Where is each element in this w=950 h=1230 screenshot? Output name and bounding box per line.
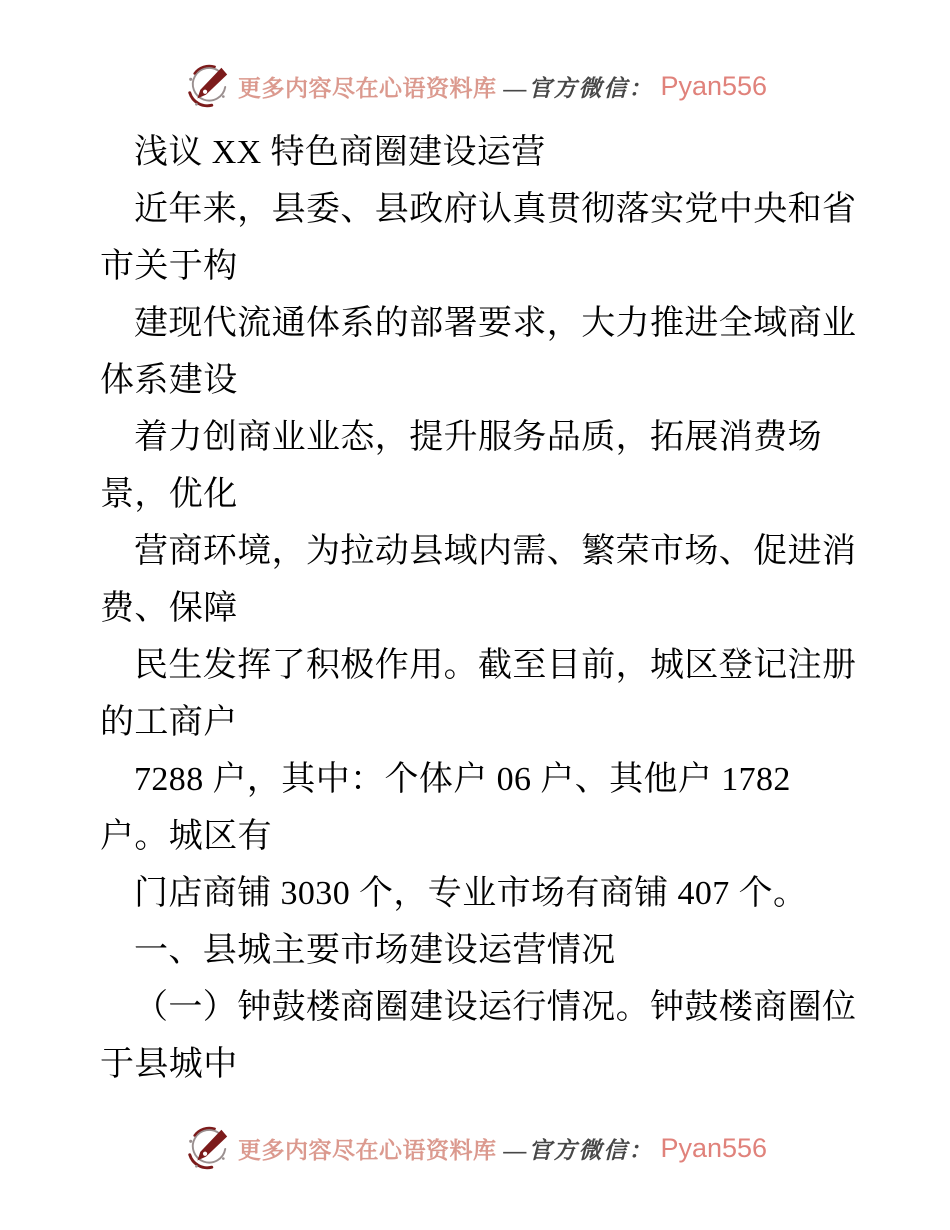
pen-circle-logo-icon: [183, 1122, 231, 1174]
document-line: 的工商户: [100, 704, 238, 741]
document-body: [100, 124, 855, 1093]
header-wechat-id: Pyan556: [660, 70, 768, 101]
document-line: 民生发挥了积极作用。截至目前，城区登记注册: [134, 647, 857, 684]
document-line: 建现代流通体系的部署要求，大力推进全域商业: [134, 305, 857, 342]
document-line: 近年来，县委、县政府认真贯彻落实党中央和省: [134, 191, 857, 228]
document-line: 一、县城主要市场建设运营情况: [134, 932, 616, 969]
footer-wechat-label: —官方微信：: [503, 1137, 654, 1163]
document-line: 着力创商业业态，提升服务品质，拓展消费场: [134, 419, 822, 456]
document-line: 景，优化: [100, 476, 238, 513]
document-line: 7288 户，其中：个体户 06 户、其他户 1782: [134, 761, 791, 798]
document-line: （一）钟鼓楼商圈建设运行情况。钟鼓楼商圈位: [134, 989, 857, 1026]
header-watermark: [0, 0, 950, 112]
footer-brand-text: 更多内容尽在心语资料库: [237, 1137, 497, 1163]
document-line: 市关于构: [100, 248, 238, 285]
footer-watermark: [0, 1122, 950, 1174]
header-wechat-label: —官方微信：: [503, 75, 654, 101]
document-line: 于县城中: [100, 1046, 238, 1083]
footer-wechat-id: Pyan556: [660, 1132, 768, 1163]
header-brand-text: 更多内容尽在心语资料库: [237, 75, 497, 101]
document-line: 体系建设: [100, 362, 238, 399]
document-line: 费、保障: [100, 590, 238, 627]
pen-circle-logo-icon: [183, 60, 231, 112]
document-title: 浅议 XX 特色商圈建设运营: [134, 134, 546, 171]
document-line: 营商环境，为拉动县域内需、繁荣市场、促进消: [134, 533, 857, 570]
document-line: 户。城区有: [100, 818, 272, 855]
document-line: 门店商铺 3030 个，专业市场有商铺 407 个。: [134, 875, 808, 912]
